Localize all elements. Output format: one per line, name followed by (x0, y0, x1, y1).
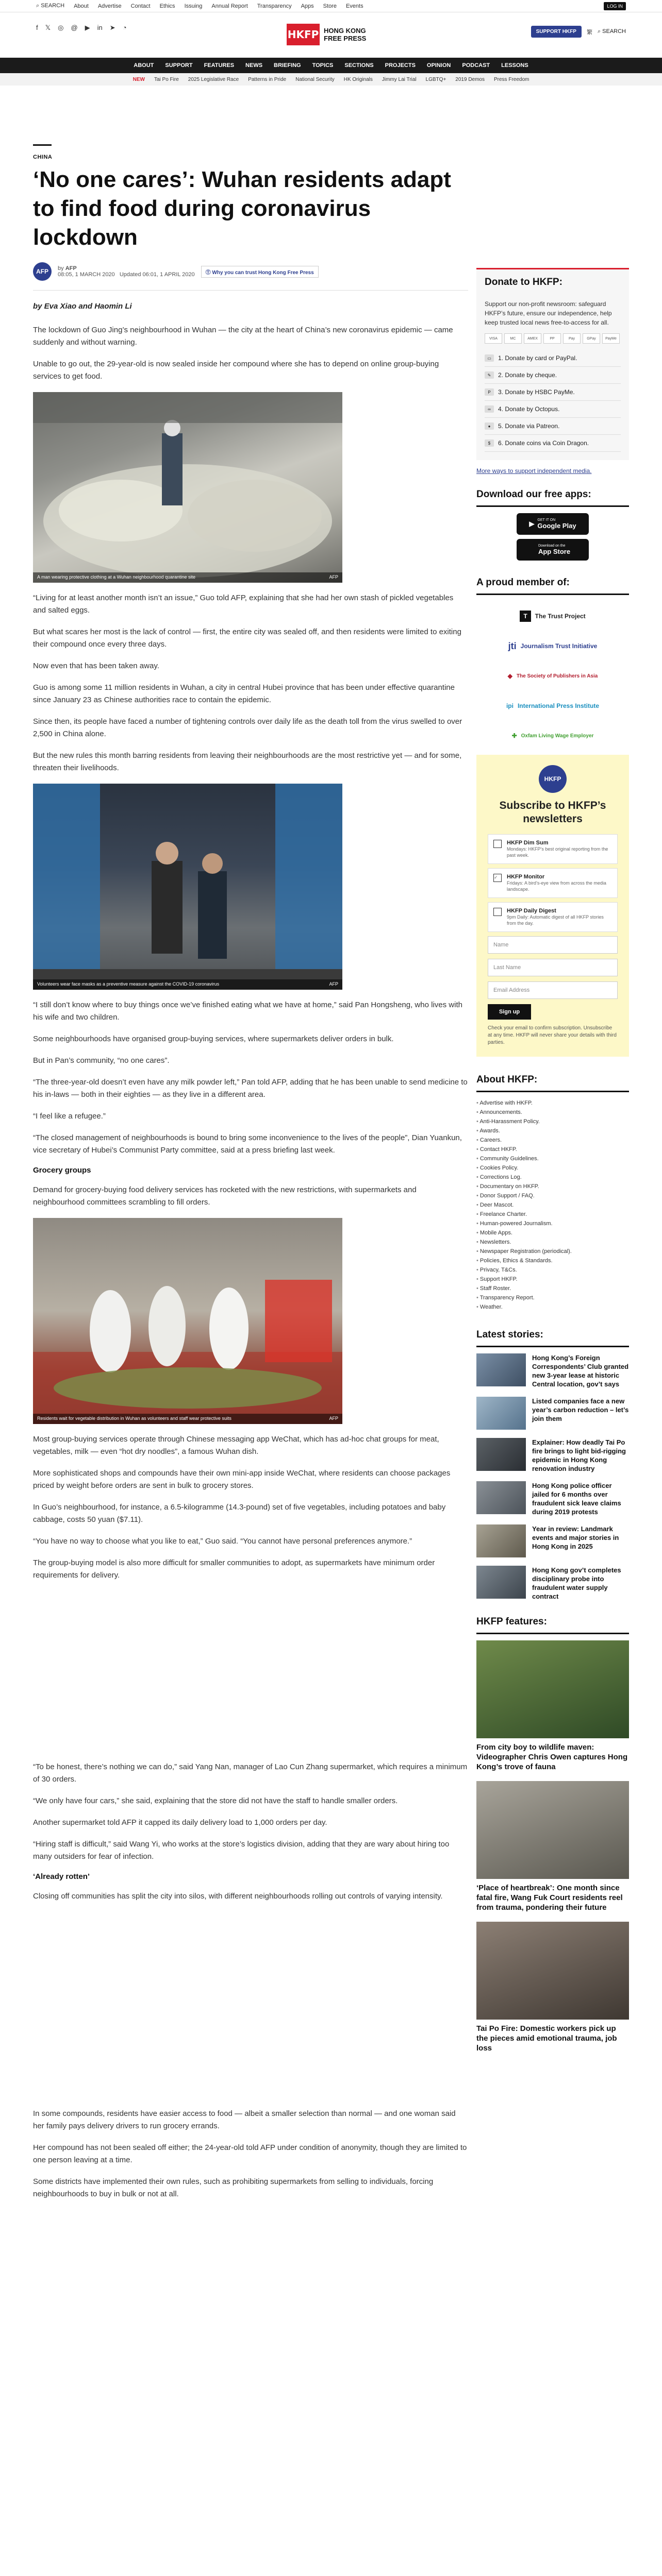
paragraph: Another supermarket told AFP it capped its daily delivery load to 1,000 orders per day. (33, 1818, 327, 1827)
paragraph: Now even that has been taken away. (33, 662, 159, 670)
donate-text: Support our non-profit newsroom: safeguard HKFP’s future, ensure our independence, help keep trusted local news free-to-access for all. (485, 300, 612, 326)
header-actions (531, 26, 626, 38)
story-thumbnail (476, 1353, 526, 1386)
app-store-button[interactable] (517, 539, 589, 561)
topbar-apps[interactable]: Apps (301, 3, 314, 9)
figure-photo-3[interactable] (33, 1218, 342, 1424)
latest-title: Latest stories: (476, 1322, 629, 1347)
figure-caption-bar-3 (33, 1414, 342, 1424)
latest-story[interactable] (476, 1524, 629, 1557)
more-ways-link[interactable]: More ways to support independent media. (476, 467, 592, 474)
byline: by Eva Xiao and Haomin Li (33, 302, 132, 311)
paragraph: More sophisticated shops and compounds have their own mini-app inside WeChat, where residents can choose packages priced by weight before orders are sent in bulk to grocery stores. (33, 1469, 451, 1490)
article-figure-2 (33, 784, 468, 990)
donate-title: Donate to HKFP: (485, 277, 562, 287)
about-link[interactable]: • Freelance Charter. (476, 1210, 629, 1219)
latest-story[interactable] (476, 1438, 629, 1473)
search-link[interactable]: ⌕ SEARCH (36, 3, 65, 9)
about-link[interactable]: • Cookies Policy. (476, 1163, 629, 1173)
paragraph: But what scares her most is the lack of control — first, the entire city was sealed off, and then residents were limited to exiting their compound once every three days. (33, 628, 461, 649)
header-search-label: SEARCH (602, 28, 626, 35)
about-link[interactable]: • Announcements. (476, 1108, 629, 1117)
article-category[interactable]: CHINA (33, 154, 53, 160)
about-link[interactable]: • Weather. (476, 1302, 629, 1312)
member-sopa[interactable] (476, 661, 629, 691)
paragraph: Demand for grocery-buying food delivery services has rocketed with the new restrictions, with supermarkets and neighbourhood committees scrambling to fill orders. (33, 1185, 417, 1207)
telegram-icon[interactable]: ➤ (109, 24, 115, 31)
ad-slot (33, 1912, 468, 2108)
figure-caption-bar-2 (33, 979, 342, 990)
signup-button[interactable]: Sign up (488, 1004, 531, 1020)
feature-story[interactable] (476, 1640, 629, 1772)
feature-headline: Tai Po Fire: Domestic workers pick up the pieces amid emotional trauma, job loss (476, 2024, 617, 2053)
cheque-icon: ✎ (485, 371, 494, 379)
paragraph: “I still don’t know where to buy things once we’ve finished eating what we have at home,” said Pan Hongsheng, who lives with his wife and two children. (33, 1001, 462, 1022)
nav-podcast[interactable]: PODCAST (462, 62, 490, 69)
x-icon[interactable]: 𝕏 (45, 24, 51, 31)
latest-story[interactable] (476, 1481, 629, 1516)
paragraph: But in Pan’s community, “no one cares”. (33, 1056, 170, 1065)
header-search[interactable]: ⌕ SEARCH (597, 28, 626, 35)
story-thumbnail (476, 1566, 526, 1599)
support-button[interactable]: SUPPORT HKFP (531, 26, 582, 38)
feature-image (476, 1640, 629, 1738)
site-logo[interactable] (287, 22, 379, 47)
nav-lessons[interactable]: LESSONS (501, 62, 528, 69)
nav-projects[interactable]: PROJECTS (385, 62, 416, 69)
figure-caption-2: Volunteers wear face masks as a preventive measure against the COVID-19 coronavirus (37, 981, 220, 987)
app-store-label: App Store (538, 548, 571, 555)
trending-press-freedom[interactable]: Press Freedom (494, 76, 529, 82)
about-link[interactable]: • Deer Mascot. (476, 1200, 629, 1210)
mastercard-icon: MC (504, 333, 522, 344)
about-link[interactable]: • Contact HKFP. (476, 1145, 629, 1154)
story-thumbnail (476, 1481, 526, 1514)
figure-credit-1: AFP (329, 574, 338, 580)
about-link[interactable]: • Donor Support / FAQ. (476, 1191, 629, 1200)
trust-label: Why you can trust Hong Kong Free Press (212, 269, 314, 276)
feature-story[interactable] (476, 1922, 629, 2053)
newsletter-option-digest[interactable] (488, 902, 618, 932)
paragraph: But the new rules this month barring residents from leaving their neighbourhoods are the most restrictive yet — and for some, threaten their livelihoods. (33, 751, 462, 772)
paragraph: “To be honest, there’s nothing we can do,” said Yang Nan, manager of Lao Cun Zhang supermarket, which requires a minimum of 30 orders. (33, 1762, 468, 1784)
newsletter-logo: HKFP (539, 765, 567, 793)
paragraph: Unable to go out, the 29-year-old is now sealed inside her compound where she has to depend on online group-buying services to get food. (33, 360, 439, 381)
about-link[interactable]: • Policies, Ethics & Standards. (476, 1256, 629, 1265)
cabbage-pile-illustration (33, 392, 342, 583)
donate-option-octopus[interactable] (485, 401, 621, 418)
logo-mark: HKFP (287, 24, 320, 45)
youtube-icon[interactable]: ▶ (85, 24, 90, 31)
article-meta (33, 262, 468, 281)
new-badge: NEW (133, 76, 145, 82)
features-title: HKFP features: (476, 1609, 629, 1634)
topbar-contact[interactable]: Contact (130, 3, 151, 9)
newsletter-option-desc: Mondays: HKFP’s best original reporting from the past week. (507, 846, 608, 858)
apple-pay-icon: Pay (563, 333, 581, 344)
about-link[interactable]: • Mobile Apps. (476, 1228, 629, 1238)
about-link[interactable]: • Corrections Log. (476, 1173, 629, 1182)
language-toggle[interactable]: 繁 (586, 29, 592, 36)
member-label: International Press Institute (517, 702, 600, 709)
nav-support[interactable]: SUPPORT (165, 62, 193, 69)
paragraph: Since then, its people have faced a number of tightening controls over daily life as the death toll from the virus swelled to over 2,500 in China alone. (33, 717, 462, 738)
newsletter-option-monitor[interactable] (488, 868, 618, 898)
publish-date: 08:05, 1 MARCH 2020 (58, 272, 115, 278)
paragraph: Most group-buying services operate through Chinese messaging app WeChat, which has ad-hoc chat groups for meat, vegetables, milk — even “hot dry noodles”, a famous Wuhan dish. (33, 1435, 439, 1456)
figure-credit-2: AFP (329, 981, 338, 987)
nav-features[interactable]: FEATURES (204, 62, 235, 69)
card-icon: ▭ (485, 354, 494, 362)
rss-icon[interactable]: ◔ (122, 24, 127, 31)
member-title: A proud member of: (476, 570, 629, 595)
trust-project-logo-icon: T (520, 611, 531, 622)
paragraph: Some neighbourhoods have organised group-buying services, where supermarkets deliver orders in bulk. (33, 1035, 394, 1043)
donate-option-label: 4. Donate by Octopus. (498, 405, 560, 413)
paragraph: “We only have four cars,” she said, explaining that the store did not have the staff to handle smaller orders. (33, 1797, 398, 1805)
donate-option-label: 6. Donate coins via Coin Dragon. (498, 439, 589, 447)
logo-text (324, 27, 366, 42)
topbar-about[interactable]: About (74, 3, 89, 9)
donate-option-label: 2. Donate by cheque. (498, 371, 557, 379)
checkbox[interactable]: ✓ (493, 874, 502, 882)
feature-image (476, 1781, 629, 1879)
figure-caption-1: A man wearing protective clothing at a Wuhan neighbourhood quarantine site (37, 574, 196, 580)
figure-photo-1[interactable] (33, 392, 342, 583)
instagram-icon[interactable]: ◎ (58, 24, 64, 31)
figure-credit-3: AFP (329, 1416, 338, 1421)
newsletter-box (476, 755, 629, 1057)
donate-option-cheque[interactable] (485, 367, 621, 384)
sopa-logo-icon: ◆ (507, 672, 512, 680)
name-input[interactable]: Name (488, 936, 618, 954)
jti-logo-icon: jti (508, 640, 517, 651)
latest-story[interactable] (476, 1566, 629, 1601)
last-name-input[interactable]: Last Name (488, 959, 618, 976)
about-link[interactable]: • Awards. (476, 1126, 629, 1136)
vegetable-distribution-illustration (33, 1218, 342, 1424)
about-link[interactable]: • Newsletters. (476, 1238, 629, 1247)
donate-option-card[interactable] (485, 350, 621, 367)
trending-jimmy-lai[interactable]: Jimmy Lai Trial (382, 76, 417, 82)
about-link[interactable]: • Documentary on HKFP. (476, 1182, 629, 1191)
topbar-issuing[interactable]: Issuing (184, 3, 203, 9)
paragraph: “Hiring staff is difficult,” said Wang Yi, who works at the store’s logistics division, adding that they are wary about hiring too many outsiders for fear of infection. (33, 1840, 450, 1861)
donate-option-patreon[interactable] (485, 418, 621, 435)
paragraph: Closing off communities has split the city into silos, with different neighbourhoods rolling out controls of varying intensity. (33, 1892, 443, 1901)
donate-option-coins[interactable] (485, 435, 621, 452)
article-figure-1 (33, 392, 468, 583)
about-link[interactable]: • Community Guidelines. (476, 1154, 629, 1163)
about-link[interactable]: • Staff Roster. (476, 1284, 629, 1293)
story-headline: Listed companies face a new year’s carbon reduction – let’s join them (532, 1397, 629, 1422)
paragraph: The lockdown of Guo Jing’s neighbourhood in Wuhan — the city at the heart of China’s new coronavirus epidemic — came suddenly and without warning. (33, 326, 453, 347)
story-headline: Hong Kong gov’t completes disciplinary probe into fraudulent water supply contract (532, 1566, 621, 1600)
visa-icon: VISA (485, 333, 502, 344)
category-rule (33, 144, 52, 146)
topbar-transparency[interactable]: Transparency (257, 3, 292, 9)
story-thumbnail (476, 1397, 526, 1430)
paragraph: “Living for at least another month isn’t an issue,” Guo told AFP, explaining that she had her own stash of pickled vegetables and salted eggs. (33, 594, 454, 615)
login-button[interactable]: LOG IN (604, 2, 626, 10)
member-label: The Trust Project (535, 613, 586, 620)
logo-line1: HONG KONG (324, 27, 366, 35)
donate-option-label: 5. Donate via Patreon. (498, 422, 560, 430)
topbar-annual-report[interactable]: Annual Report (211, 3, 248, 9)
ad-slot (33, 1591, 468, 1761)
meta-divider (33, 290, 468, 291)
updated-date: Updated 06:01, 1 APRIL 2020 (119, 272, 195, 278)
newsletter-option-name: HKFP Dim Sum (507, 840, 549, 846)
member-label: The Society of Publishers in Asia (516, 673, 598, 679)
nav-sections[interactable]: SECTIONS (344, 62, 374, 69)
threads-icon[interactable]: @ (71, 24, 78, 31)
site-header (0, 12, 662, 73)
paragraph: In some compounds, residents have easier access to food — albeit a smaller selection than normal — and one woman said her family pays delivery drivers to run grocery errands. (33, 2109, 456, 2130)
author-name[interactable]: AFP (65, 265, 77, 272)
google-pay-icon: GPay (583, 333, 600, 344)
donate-option-label: 1. Donate by card or PayPal. (498, 354, 577, 362)
section-heading: Grocery groups (33, 1166, 91, 1175)
trust-project-icon: Ⓣ (205, 269, 212, 276)
feature-headline: ‘Place of heartbreak’: One month since fatal fire, Wang Fuk Court residents reel from trauma, pondering their future (476, 1884, 623, 1912)
newsletter-option-desc: 9pm Daily: Automatic digest of all HKFP stories from the day. (507, 914, 604, 926)
trending-hk-originals[interactable]: HK Originals (343, 76, 373, 82)
donate-option-payme[interactable] (485, 384, 621, 401)
about-link[interactable]: • Privacy, T&Cs. (476, 1265, 629, 1275)
paragraph: Some districts have implemented their own rules, such as prohibiting supermarkets from selling to individuals, forcing neighbourhoods to buy in bulk or not at all. (33, 2177, 434, 2198)
about-link[interactable]: • Anti-Harassment Policy. (476, 1117, 629, 1126)
linkedin-icon[interactable]: in (97, 24, 103, 31)
google-play-small: GET IT ON (537, 518, 556, 522)
ipi-logo-icon: ipi (506, 702, 514, 709)
paragraph: Her compound has not been sealed off either; the 24-year-old told AFP under condition of anonymity, though they are limited to one person leaving at a time. (33, 2143, 467, 2164)
topbar-store[interactable]: Store (323, 3, 337, 9)
paragraph: “The three-year-old doesn’t even have any milk powder left,” Pan told AFP, adding that he has been unable to send medicine to his in-laws — both in their eighties — as they live in a different area. (33, 1078, 468, 1099)
author-avatar[interactable]: AFP (33, 262, 52, 281)
trust-link[interactable] (201, 266, 319, 278)
main-nav (0, 58, 662, 73)
member-ipi[interactable] (476, 691, 629, 721)
newsletter-option-name: HKFP Monitor (507, 874, 545, 880)
nav-news[interactable]: NEWS (245, 62, 263, 69)
facebook-icon[interactable]: f (36, 24, 38, 31)
feature-image (476, 1922, 629, 2020)
topbar-ethics[interactable]: Ethics (159, 3, 175, 9)
about-link[interactable]: • Transparency Report. (476, 1293, 629, 1302)
member-label: Journalism Trust Initiative (520, 642, 598, 650)
newsletter-title: Subscribe to HKFP’s newsletters (499, 800, 606, 825)
about-link[interactable]: • Advertise with HKFP. (476, 1098, 629, 1108)
trending-pride[interactable]: Patterns in Pride (248, 76, 287, 82)
about-title: About HKFP: (476, 1067, 629, 1092)
about-link[interactable]: • Human-powered Journalism. (476, 1219, 629, 1228)
nav-topics[interactable]: TOPICS (312, 62, 334, 69)
newsletter-option-dim-sum[interactable] (488, 834, 618, 864)
nav-about[interactable]: ABOUT (134, 62, 154, 69)
sidebar (476, 268, 629, 2062)
article (33, 144, 468, 2210)
top-bar (0, 0, 662, 12)
payme-icon: P (485, 388, 494, 396)
google-play-label: Google Play (537, 522, 576, 530)
about-link[interactable]: • Support HKFP. (476, 1275, 629, 1284)
payment-icons (485, 333, 621, 344)
trending-tai-po-fire[interactable]: Tai Po Fire (154, 76, 179, 82)
topbar-events[interactable]: Events (345, 3, 363, 9)
article-figure-3 (33, 1218, 468, 1424)
story-thumbnail (476, 1524, 526, 1557)
oxfam-logo-icon: ✚ (511, 732, 517, 739)
about-list (476, 1098, 629, 1312)
volunteers-illustration (33, 784, 342, 990)
feature-headline: From city boy to wildlife maven: Videographer Chris Owen captures Hong Kong’s trove of fauna (476, 1743, 628, 1771)
latest-story[interactable] (476, 1397, 629, 1430)
story-headline: Explainer: How deadly Tai Po fire brings to light bid-rigging epidemic in Hong Kong renovation industry (532, 1438, 626, 1472)
amex-icon: AMEX (524, 333, 541, 344)
story-headline: Year in review: Landmark events and major stories in Hong Kong in 2025 (532, 1525, 619, 1550)
social-icons (36, 24, 127, 32)
figure-caption-3: Residents wait for vegetable distribution in Wuhan as volunteers and staff wear protective suits (37, 1416, 231, 1421)
paragraph: In Guo’s neighbourhood, for instance, a 6.5-kilogramme (14.3-pound) set of five vegetables, including potatoes and baby cabbage, costs 50 yuan ($7.11). (33, 1503, 446, 1524)
checkbox[interactable] (493, 908, 502, 916)
member-jti[interactable] (476, 631, 629, 661)
author-info: by AFP 08:05, 1 MARCH 2020 Updated 06:01, 1 APRIL 2020 (58, 265, 195, 278)
topbar-advertise[interactable]: Advertise (97, 3, 122, 9)
paragraph: Guo is among some 11 million residents in Wuhan, a city in central Hubei province that has been under effective quarantine since January 23 as Chinese authorities race to contain the epidemic. (33, 683, 455, 704)
apps-title: Download our free apps: (476, 482, 629, 507)
member-oxfam[interactable] (476, 721, 629, 751)
paypal-icon: PP (543, 333, 561, 344)
nav-briefing[interactable]: BRIEFING (274, 62, 301, 69)
donate-box (476, 268, 629, 460)
latest-story[interactable] (476, 1353, 629, 1388)
email-input[interactable]: Email Address (488, 981, 618, 999)
newsletter-note: Check your email to confirm subscription. Unsubscribe at any time. HKFP will never share your details with third parties. (488, 1025, 617, 1045)
trending-nav (0, 73, 662, 86)
google-play-icon: ▶ (529, 520, 535, 528)
member-label: Oxfam Living Wage Employer (521, 733, 594, 739)
patreon-icon: ● (485, 422, 494, 430)
story-headline: Hong Kong’s Foreign Correspondents’ Club granted new 3-year lease at historic Central location, gov’t says (532, 1354, 629, 1388)
trending-national-security[interactable]: National Security (295, 76, 335, 82)
trending-legco[interactable]: 2025 Legislative Race (188, 76, 239, 82)
donate-option-label: 3. Donate by HSBC PayMe. (498, 388, 575, 396)
newsletter-option-name: HKFP Daily Digest (507, 908, 556, 914)
google-play-button[interactable] (517, 513, 589, 535)
story-thumbnail (476, 1438, 526, 1471)
figure-photo-2[interactable] (33, 784, 342, 990)
about-link[interactable]: • Newspaper Registration (periodical). (476, 1247, 629, 1256)
octopus-icon: ∞ (485, 405, 494, 413)
paragraph: “You have no way to choose what you like to eat,” Guo said. “You cannot have personal preferences anymore.” (33, 1537, 412, 1546)
nav-opinion[interactable]: OPINION (426, 62, 451, 69)
checkbox[interactable] (493, 840, 502, 848)
feature-story[interactable] (476, 1781, 629, 1912)
paragraph: The group-buying model is also more difficult for smaller communities to adopt, as supermarkets have minimum order requirements for delivery. (33, 1558, 435, 1580)
figure-caption-bar-1 (33, 572, 342, 583)
app-store-small: Download on the (538, 544, 566, 548)
newsletter-option-desc: Fridays: A bird’s-eye view from across the media landscape. (507, 880, 606, 892)
paragraph: “The closed management of neighbourhoods is bound to bring some inconvenience to the lives of the people”, Dian Yuankun, vice secretary of Hubei’s Communist Party committee, said at a press briefing last week. (33, 1133, 462, 1155)
trending-2019-demos[interactable]: 2019 Demos (455, 76, 485, 82)
coin-icon: $ (485, 439, 494, 447)
paragraph: “I feel like a refugee.” (33, 1112, 106, 1121)
search-label: SEARCH (41, 3, 65, 9)
logo-line2: FREE PRESS (324, 35, 367, 42)
story-headline: Hong Kong police officer jailed for 6 months over fraudulent sick leave claims during 2019 protests (532, 1482, 621, 1516)
about-link[interactable]: • Careers. (476, 1136, 629, 1145)
section-heading: ‘Already rotten’ (33, 1872, 90, 1881)
trending-lgbtq[interactable]: LGBTQ+ (425, 76, 446, 82)
member-trust-project[interactable] (476, 601, 629, 631)
payme-icon: PayMe (602, 333, 620, 344)
article-title: ‘No one cares’: Wuhan residents adapt to find food during coronavirus lockdown (33, 167, 451, 250)
